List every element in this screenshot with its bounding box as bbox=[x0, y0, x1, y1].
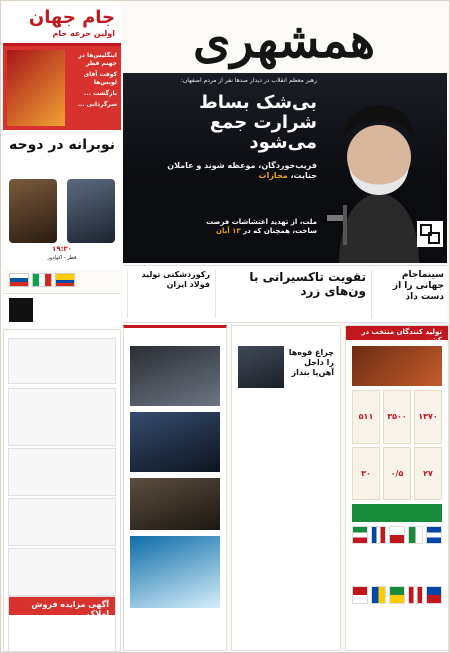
flag-icon bbox=[9, 273, 29, 287]
stat-number: ۳۵۰۰ bbox=[387, 412, 407, 422]
auction-ad-header bbox=[9, 597, 115, 618]
flag-icon bbox=[408, 526, 424, 544]
flag-icon bbox=[55, 273, 75, 287]
feature-photo bbox=[238, 346, 284, 388]
hero-kicker: رهبر معظم انقلاب در دیدار صدها نفر از مردم اصفهان: bbox=[180, 77, 317, 84]
portrait-photo bbox=[130, 346, 220, 406]
hero-secondary-subheadline bbox=[187, 218, 317, 236]
flag-icon bbox=[32, 273, 52, 287]
hero-subheadline bbox=[157, 161, 317, 181]
left-lower-panel bbox=[3, 329, 121, 652]
mid-story-center-title: تقویت تاکسیرانی با ون‌های زرد bbox=[249, 270, 366, 298]
dates-stats-column bbox=[345, 325, 449, 651]
stat-tile bbox=[414, 447, 442, 501]
hamshahri-logo: همشهری bbox=[192, 13, 376, 69]
green-banner bbox=[352, 504, 442, 522]
mid-story-center bbox=[215, 270, 366, 318]
match-time bbox=[3, 245, 121, 253]
flags-grid bbox=[352, 526, 442, 642]
left-mini-article bbox=[8, 338, 116, 384]
qr-code-icon bbox=[9, 298, 33, 322]
worldcup-text-2: کوفت آقای لوبس‌ها bbox=[83, 71, 117, 86]
portrait-photo bbox=[130, 412, 220, 472]
mid-strip bbox=[123, 265, 447, 323]
flag-icon bbox=[389, 586, 405, 604]
worldcup-text-4: سرگردانی ... bbox=[77, 101, 117, 108]
player-photo-right bbox=[67, 179, 115, 243]
hero-section bbox=[123, 73, 447, 263]
jaam-e-jahan-logo: جام جهان bbox=[28, 7, 115, 28]
stat-tile bbox=[414, 390, 442, 444]
auction-ad-title: آگهی مزایده فروش املاک bbox=[31, 600, 109, 618]
player-photo-left bbox=[9, 179, 57, 243]
left-mini-article bbox=[8, 498, 116, 546]
flags-row bbox=[9, 273, 115, 291]
worldcup-text-3: بازگشت ... bbox=[84, 90, 117, 97]
hero-headline: بی‌شک بساط شرارت جمع می‌شود bbox=[199, 92, 317, 153]
cartoon-illustration bbox=[130, 536, 220, 608]
lower-content bbox=[123, 325, 447, 650]
stat-number: ۳۰ bbox=[361, 468, 371, 478]
portrait-photo bbox=[130, 478, 220, 530]
stat-number: ۰/۵ bbox=[390, 468, 404, 478]
flag-icon bbox=[352, 526, 368, 544]
doha-title: نوبرانه در دوحه bbox=[8, 137, 115, 153]
hero-subheadline-highlight: مجازات bbox=[258, 171, 288, 180]
left-mini-article bbox=[8, 548, 116, 596]
stat-number: ۲۷ bbox=[423, 468, 433, 478]
dates-photo bbox=[352, 346, 442, 386]
mid-story-right-title: سینماجام جهانی را از دست داد bbox=[392, 270, 444, 302]
auction-ad bbox=[8, 596, 116, 652]
left-mini-article bbox=[8, 448, 116, 496]
match-time-text: ۱۹:۳۰ bbox=[52, 245, 72, 253]
feature-column bbox=[231, 325, 341, 651]
stat-tile bbox=[352, 390, 380, 444]
top-meta-strip bbox=[123, 3, 447, 11]
dates-banner-title: تولید کنندگان منتخب در کشور bbox=[361, 328, 442, 344]
flag-icon bbox=[371, 526, 387, 544]
stat-tile bbox=[383, 390, 411, 444]
left-column bbox=[3, 3, 121, 652]
flag-icon bbox=[389, 526, 405, 544]
hamshahri-masthead bbox=[125, 11, 443, 71]
flag-icon bbox=[426, 586, 442, 604]
left-qr-ad bbox=[3, 293, 121, 328]
stat-number: ۱۳۷۰ bbox=[418, 412, 438, 422]
match-teams: قطر - اکوادور bbox=[47, 255, 77, 261]
team-photo bbox=[7, 50, 65, 126]
flag-icon bbox=[426, 526, 442, 544]
left-mini-article bbox=[8, 388, 116, 446]
jaam-e-jahan-headline: اولین جرعه جام bbox=[52, 29, 115, 38]
mid-story-left-title: رکوردشکنی تولید فولاد ایران bbox=[141, 270, 210, 289]
flag-icon bbox=[352, 586, 368, 604]
qr-code-icon bbox=[417, 221, 443, 247]
feature-headline: چراغ قوه‌ها را داخل آهن‌پا بنداز bbox=[288, 348, 334, 377]
dates-banner bbox=[346, 326, 448, 344]
portraits-column bbox=[123, 325, 227, 651]
stat-tile bbox=[383, 447, 411, 501]
mid-story-right bbox=[371, 270, 444, 318]
worldcup-side-text bbox=[65, 52, 117, 112]
worldcup-panel bbox=[3, 46, 121, 130]
flag-icon bbox=[371, 586, 387, 604]
hero-subheadline-text: فریب‌خوردگان، موعظه شوند و عاملان جنایت، bbox=[167, 161, 317, 180]
stat-tile bbox=[352, 447, 380, 501]
hero-secondary-text: ملت، از تهدید اغتشاشات فرصت ساخت، همچنان که در bbox=[206, 218, 317, 235]
stat-number: ۵۱۱ bbox=[358, 412, 374, 422]
stats-grid bbox=[352, 390, 442, 500]
doha-feature bbox=[3, 133, 121, 269]
jaam-e-jahan-header bbox=[3, 3, 121, 46]
worldcup-text-1: اینگلیس‌ها در جهنم قطر bbox=[78, 52, 117, 67]
mid-story-left bbox=[127, 270, 210, 318]
flag-icon bbox=[408, 586, 424, 604]
hero-secondary-highlight: ۱۳ آبان bbox=[216, 227, 241, 235]
